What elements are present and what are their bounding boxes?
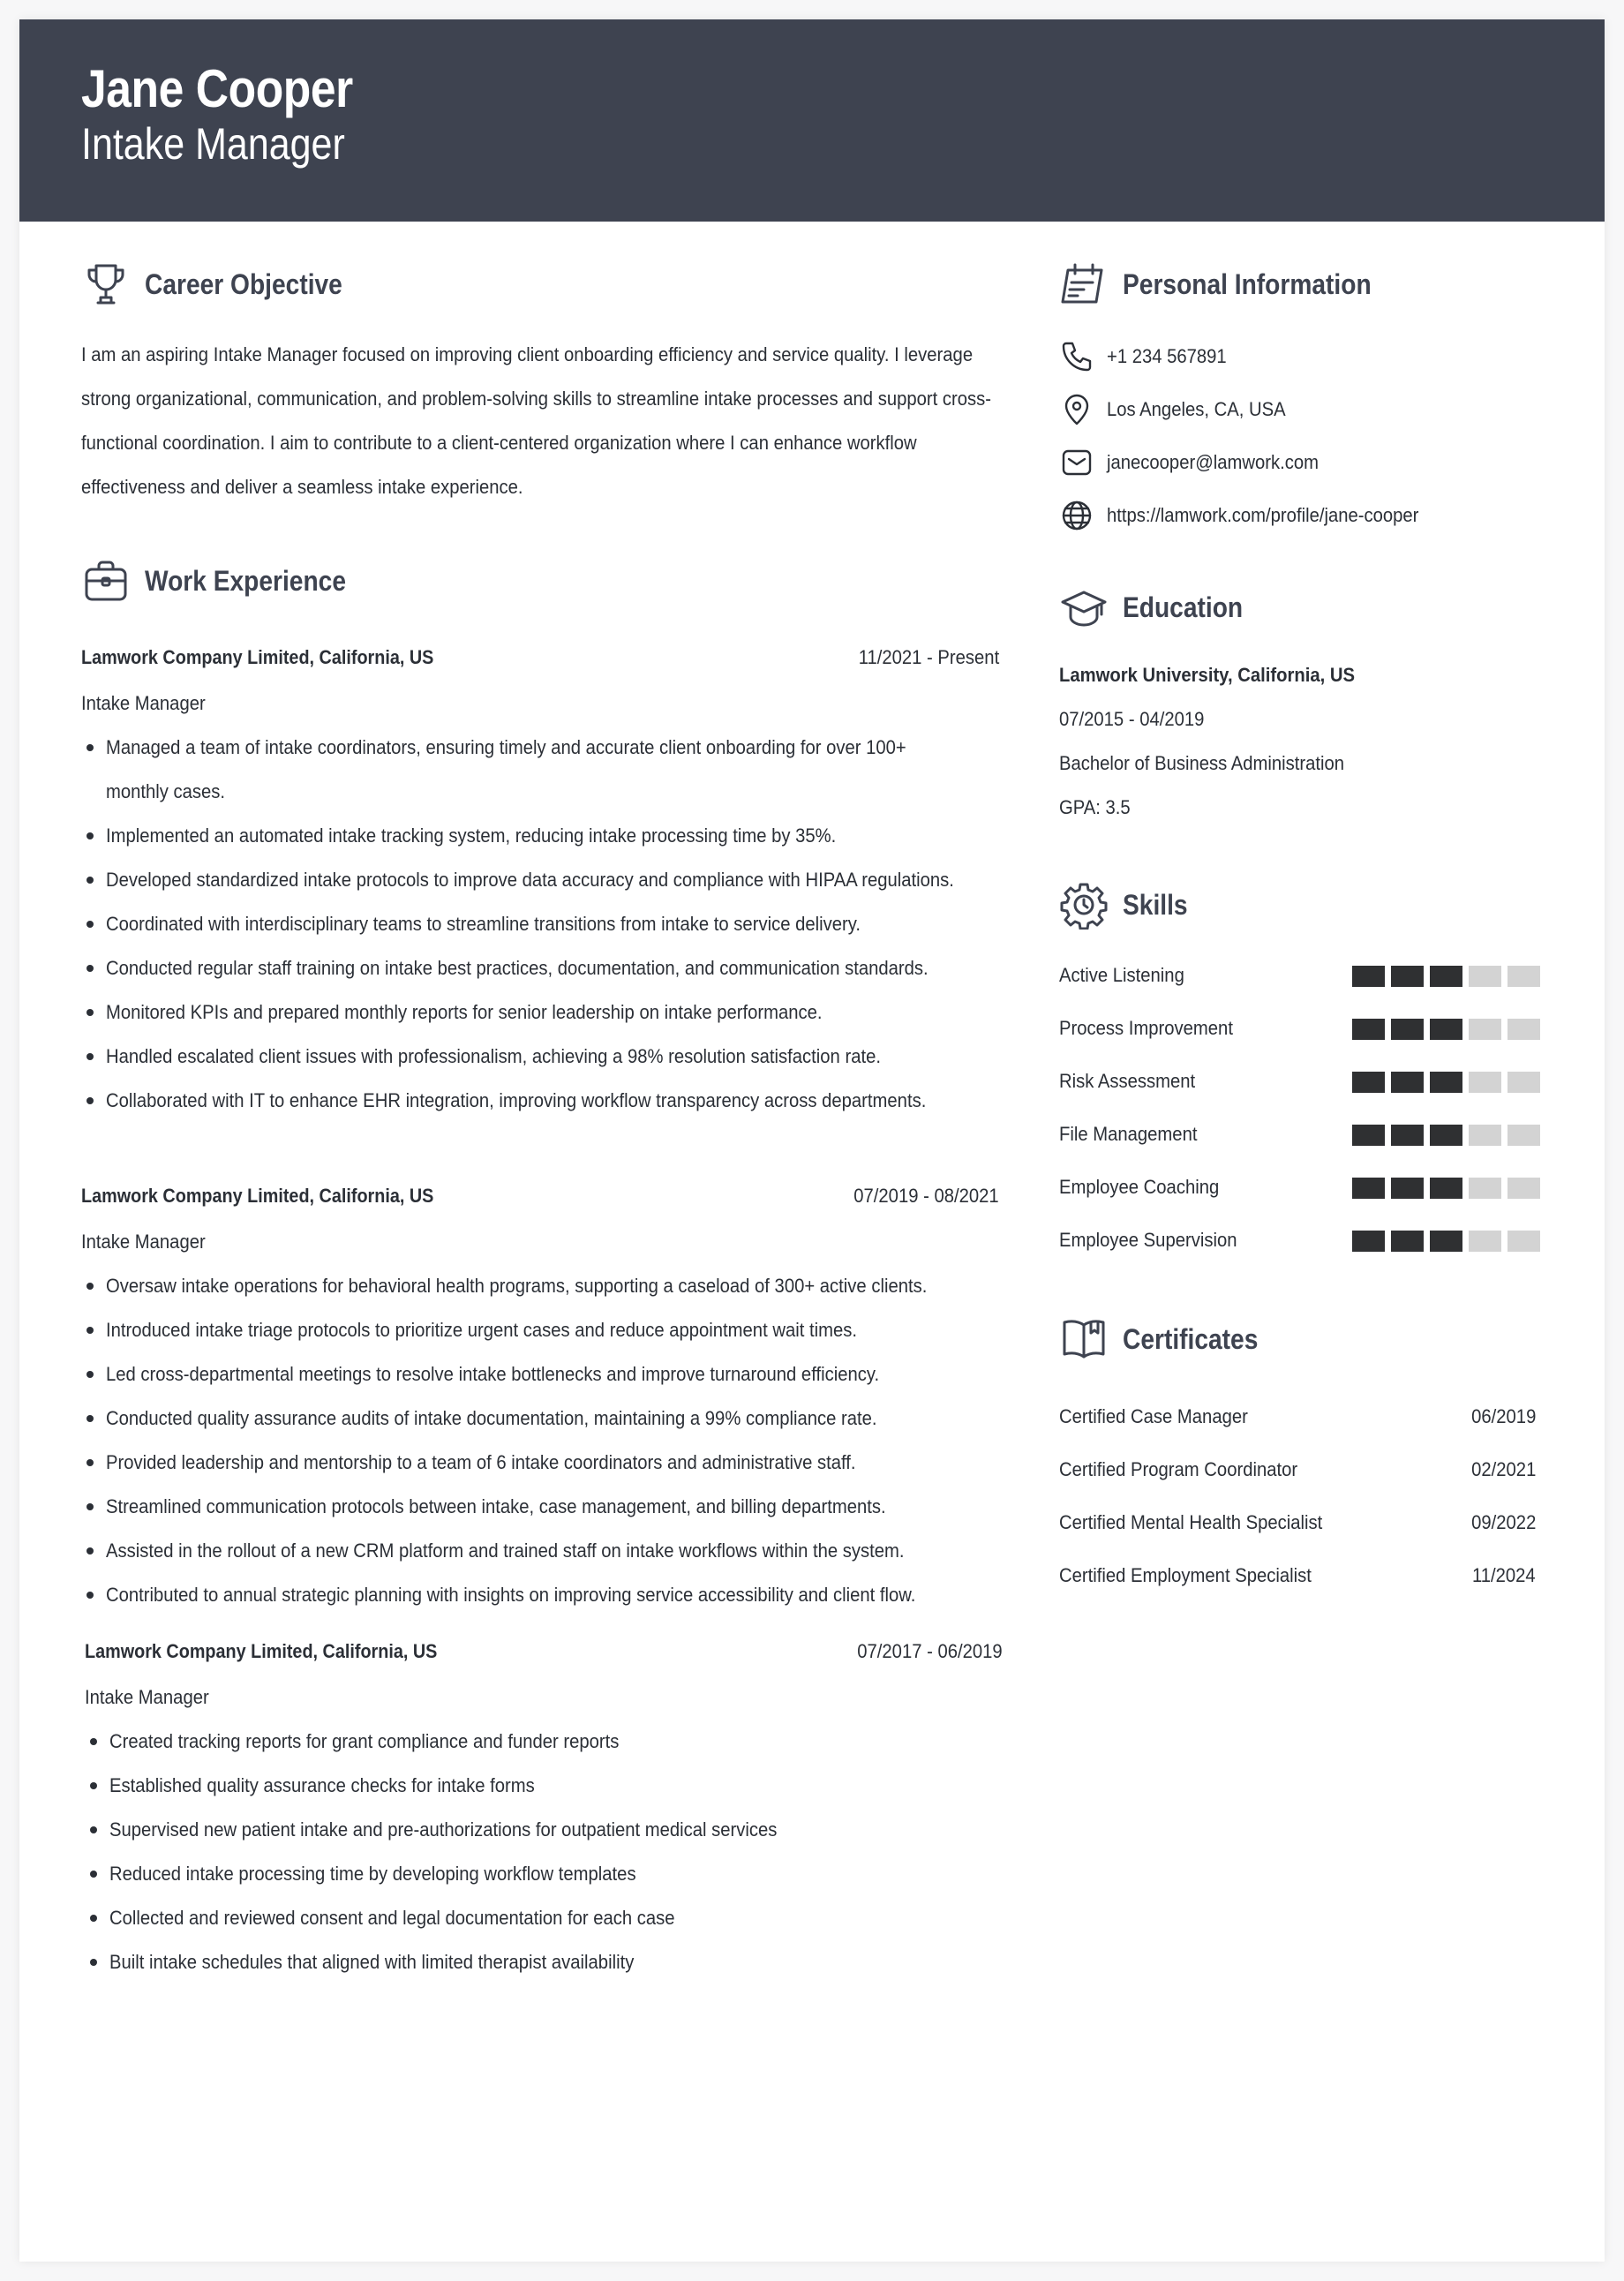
education-degree: Bachelor of Business Administration <box>1059 752 1345 774</box>
list-item: Conducted regular staff training on intake best practices, documentation, and communication standards. <box>81 946 999 990</box>
job-company: Lamwork Company Limited, California, US <box>85 1640 438 1662</box>
job-entry-1 <box>81 637 999 1123</box>
section-title: Skills <box>1123 888 1188 921</box>
job-title: Intake Manager <box>81 1231 206 1253</box>
job-dates: 07/2017 - 06/2019 <box>857 1640 1003 1662</box>
candidate-role: Intake Manager <box>81 119 345 169</box>
personal-information-heading <box>1059 260 1405 309</box>
skill-segment-filled <box>1391 1231 1424 1252</box>
skill-segment-filled <box>1391 1072 1424 1093</box>
email-value[interactable]: janecooper@lamwork.com <box>1107 451 1320 473</box>
certificate-name: Certified Program Coordinator <box>1059 1458 1298 1480</box>
list-item: Implemented an automated intake tracking system, reducing intake processing time by 35%. <box>81 814 999 858</box>
skill-row <box>1059 1065 1536 1100</box>
work-experience-heading <box>81 556 373 606</box>
list-item: Handled escalated client issues with professionalism, achieving a 98% resolution satisfaction rate. <box>81 1035 999 1079</box>
trophy-icon <box>81 260 131 309</box>
skill-segment-filled <box>1391 1125 1424 1146</box>
globe-icon <box>1059 498 1094 533</box>
job-bullets <box>85 1720 1003 1984</box>
skill-name: Risk Assessment <box>1059 1070 1196 1092</box>
list-item: Streamlined communication protocols between intake, case management, and billing departments. <box>81 1485 999 1529</box>
list-item: Collected and reviewed consent and legal documentation for each case <box>85 1896 1003 1940</box>
candidate-name: Jane Cooper <box>81 59 353 118</box>
email-icon <box>1059 445 1094 480</box>
certificate-name: Certified Mental Health Specialist <box>1059 1511 1323 1533</box>
skill-segment-empty <box>1469 1125 1501 1146</box>
skill-segment-filled <box>1352 1178 1385 1199</box>
skill-row <box>1059 959 1536 994</box>
website-value[interactable]: https://lamwork.com/profile/jane-cooper <box>1107 504 1419 526</box>
list-item: Collaborated with IT to enhance EHR integration, improving workflow transparency across departments. <box>81 1079 999 1123</box>
job-company: Lamwork Company Limited, California, US <box>81 1185 434 1207</box>
skill-segment-filled <box>1430 1178 1462 1199</box>
skill-level-bar <box>1352 966 1546 987</box>
location-row <box>1059 392 1305 427</box>
list-item: Supervised new patient intake and pre-authorizations for outpatient medical services <box>85 1808 1003 1852</box>
skill-row <box>1059 1171 1536 1206</box>
location-value: Los Angeles, CA, USA <box>1107 398 1286 420</box>
graduation-cap-icon <box>1059 583 1109 632</box>
certificate-date: 09/2022 <box>1470 1511 1536 1533</box>
skill-segment-empty <box>1469 1019 1501 1040</box>
phone-icon <box>1059 339 1094 374</box>
education-heading <box>1059 583 1259 632</box>
skill-row <box>1059 1223 1536 1259</box>
skill-segment-empty <box>1469 1072 1501 1093</box>
list-item: Established quality assurance checks for intake forms <box>85 1764 1003 1808</box>
section-title: Personal Information <box>1123 267 1372 300</box>
skill-segment-empty <box>1507 1072 1540 1093</box>
list-item: Oversaw intake operations for behavioral health programs, supporting a caseload of 300+ active clients. <box>81 1264 999 1308</box>
education-dates: 07/2015 - 04/2019 <box>1059 708 1205 730</box>
gear-icon <box>1059 880 1109 930</box>
list-item: Assisted in the rollout of a new CRM platform and trained staff on intake workflows within the system. <box>81 1529 999 1573</box>
skill-row <box>1059 1012 1536 1047</box>
skill-segment-filled <box>1352 1072 1385 1093</box>
skill-segment-filled <box>1391 1178 1424 1199</box>
resume-page <box>19 19 1605 2262</box>
list-item: Developed standardized intake protocols to improve data accuracy and compliance with HIPAA regulations. <box>81 858 999 902</box>
certificate-row <box>1059 1400 1536 1435</box>
list-item: Managed a team of intake coordinators, ensuring timely and accurate client onboarding for over 100+ monthly cases. <box>81 726 999 814</box>
briefcase-icon <box>81 556 131 606</box>
certificate-row <box>1059 1453 1536 1488</box>
certificates-heading <box>1059 1314 1276 1364</box>
list-item: Monitored KPIs and prepared monthly reports for senior leadership on intake performance. <box>81 990 999 1035</box>
skill-name: Employee Coaching <box>1059 1176 1220 1198</box>
skill-level-bar <box>1352 1178 1546 1199</box>
id-card-icon <box>1059 260 1109 309</box>
skill-segment-filled <box>1391 1019 1424 1040</box>
skill-level-bar <box>1352 1019 1546 1040</box>
skill-segment-empty <box>1507 966 1540 987</box>
skill-segment-filled <box>1352 1019 1385 1040</box>
list-item: Conducted quality assurance audits of intake documentation, maintaining a 99% compliance rate. <box>81 1396 999 1441</box>
skill-segment-filled <box>1430 1072 1462 1093</box>
skill-segment-filled <box>1352 1231 1385 1252</box>
email-row <box>1059 445 1342 480</box>
skill-segment-empty <box>1507 1178 1540 1199</box>
book-icon <box>1059 1314 1109 1364</box>
skill-segment-empty <box>1469 1178 1501 1199</box>
skill-segment-empty <box>1507 1231 1540 1252</box>
skill-level-bar <box>1352 1231 1546 1252</box>
skill-segment-empty <box>1469 966 1501 987</box>
skill-name: Employee Supervision <box>1059 1229 1237 1251</box>
section-title: Education <box>1123 591 1244 623</box>
list-item: Contributed to annual strategic planning with insights on improving service accessibility and client flow. <box>81 1573 999 1617</box>
certificate-name: Certified Case Manager <box>1059 1405 1248 1427</box>
job-dates: 07/2019 - 08/2021 <box>853 1185 999 1207</box>
job-bullets <box>81 1264 999 1617</box>
list-item: Provided leadership and mentorship to a team of 6 intake coordinators and administrative staff. <box>81 1441 999 1485</box>
list-item: Created tracking reports for grant compliance and funder reports <box>85 1720 1003 1764</box>
skill-segment-filled <box>1352 1125 1385 1146</box>
career-objective-heading <box>81 260 369 309</box>
job-entry-3 <box>85 1631 1003 1984</box>
section-title: Certificates <box>1123 1322 1259 1355</box>
skill-segment-empty <box>1507 1125 1540 1146</box>
certificate-date: 11/2024 <box>1472 1564 1536 1586</box>
certificate-date: 06/2019 <box>1470 1405 1536 1427</box>
list-item: Introduced intake triage protocols to prioritize urgent cases and reduce appointment wait times. <box>81 1308 999 1352</box>
education-school: Lamwork University, California, US <box>1059 664 1355 686</box>
list-item: Built intake schedules that aligned with limited therapist availability <box>85 1940 1003 1984</box>
skill-segment-filled <box>1352 966 1385 987</box>
skill-segment-empty <box>1507 1019 1540 1040</box>
section-title: Work Experience <box>145 564 346 597</box>
certificate-name: Certified Employment Specialist <box>1059 1564 1312 1586</box>
skill-level-bar <box>1352 1072 1546 1093</box>
certificate-row <box>1059 1506 1536 1541</box>
location-pin-icon <box>1059 392 1094 427</box>
skill-name: File Management <box>1059 1123 1198 1145</box>
certificate-row <box>1059 1559 1536 1594</box>
skill-segment-filled <box>1430 1019 1462 1040</box>
skill-segment-filled <box>1391 966 1424 987</box>
job-dates: 11/2021 - Present <box>858 646 999 668</box>
objective-paragraph: I am an aspiring Intake Manager focused on improving client onboarding efficiency and service quality. I leverage strong organizational, communication, and problem-solving skills to streamline intake processes and support cross-functional coordination. I aim to contribute to a client-centered organization where I can enhance workflow effectiveness and deliver a seamless intake experience. <box>81 343 991 498</box>
skill-segment-filled <box>1430 966 1462 987</box>
website-row <box>1059 498 1454 533</box>
skill-segment-filled <box>1430 1231 1462 1252</box>
skill-name: Process Improvement <box>1059 1017 1233 1039</box>
list-item: Coordinated with interdisciplinary teams to streamline transitions from intake to service delivery. <box>81 902 999 946</box>
list-item: Led cross-departmental meetings to resolve intake bottlenecks and improve turnaround efficiency. <box>81 1352 999 1396</box>
job-title: Intake Manager <box>85 1686 209 1708</box>
certificate-date: 02/2021 <box>1470 1458 1536 1480</box>
skill-level-bar <box>1352 1125 1546 1146</box>
job-entry-2 <box>81 1176 999 1617</box>
skill-segment-empty <box>1469 1231 1501 1252</box>
job-bullets <box>81 726 999 1123</box>
phone-value: +1 234 567891 <box>1107 345 1227 367</box>
phone-row <box>1059 339 1240 374</box>
education-gpa: GPA: 3.5 <box>1059 796 1131 818</box>
skill-row <box>1059 1118 1536 1153</box>
job-title: Intake Manager <box>81 692 206 714</box>
skill-name: Active Listening <box>1059 964 1184 986</box>
section-title: Career Objective <box>145 267 342 300</box>
skills-heading <box>1059 880 1197 930</box>
list-item: Reduced intake processing time by developing workflow templates <box>85 1852 1003 1896</box>
job-company: Lamwork Company Limited, California, US <box>81 646 434 668</box>
skill-segment-filled <box>1430 1125 1462 1146</box>
career-objective-text <box>81 333 1008 509</box>
resume-header <box>19 19 1605 222</box>
